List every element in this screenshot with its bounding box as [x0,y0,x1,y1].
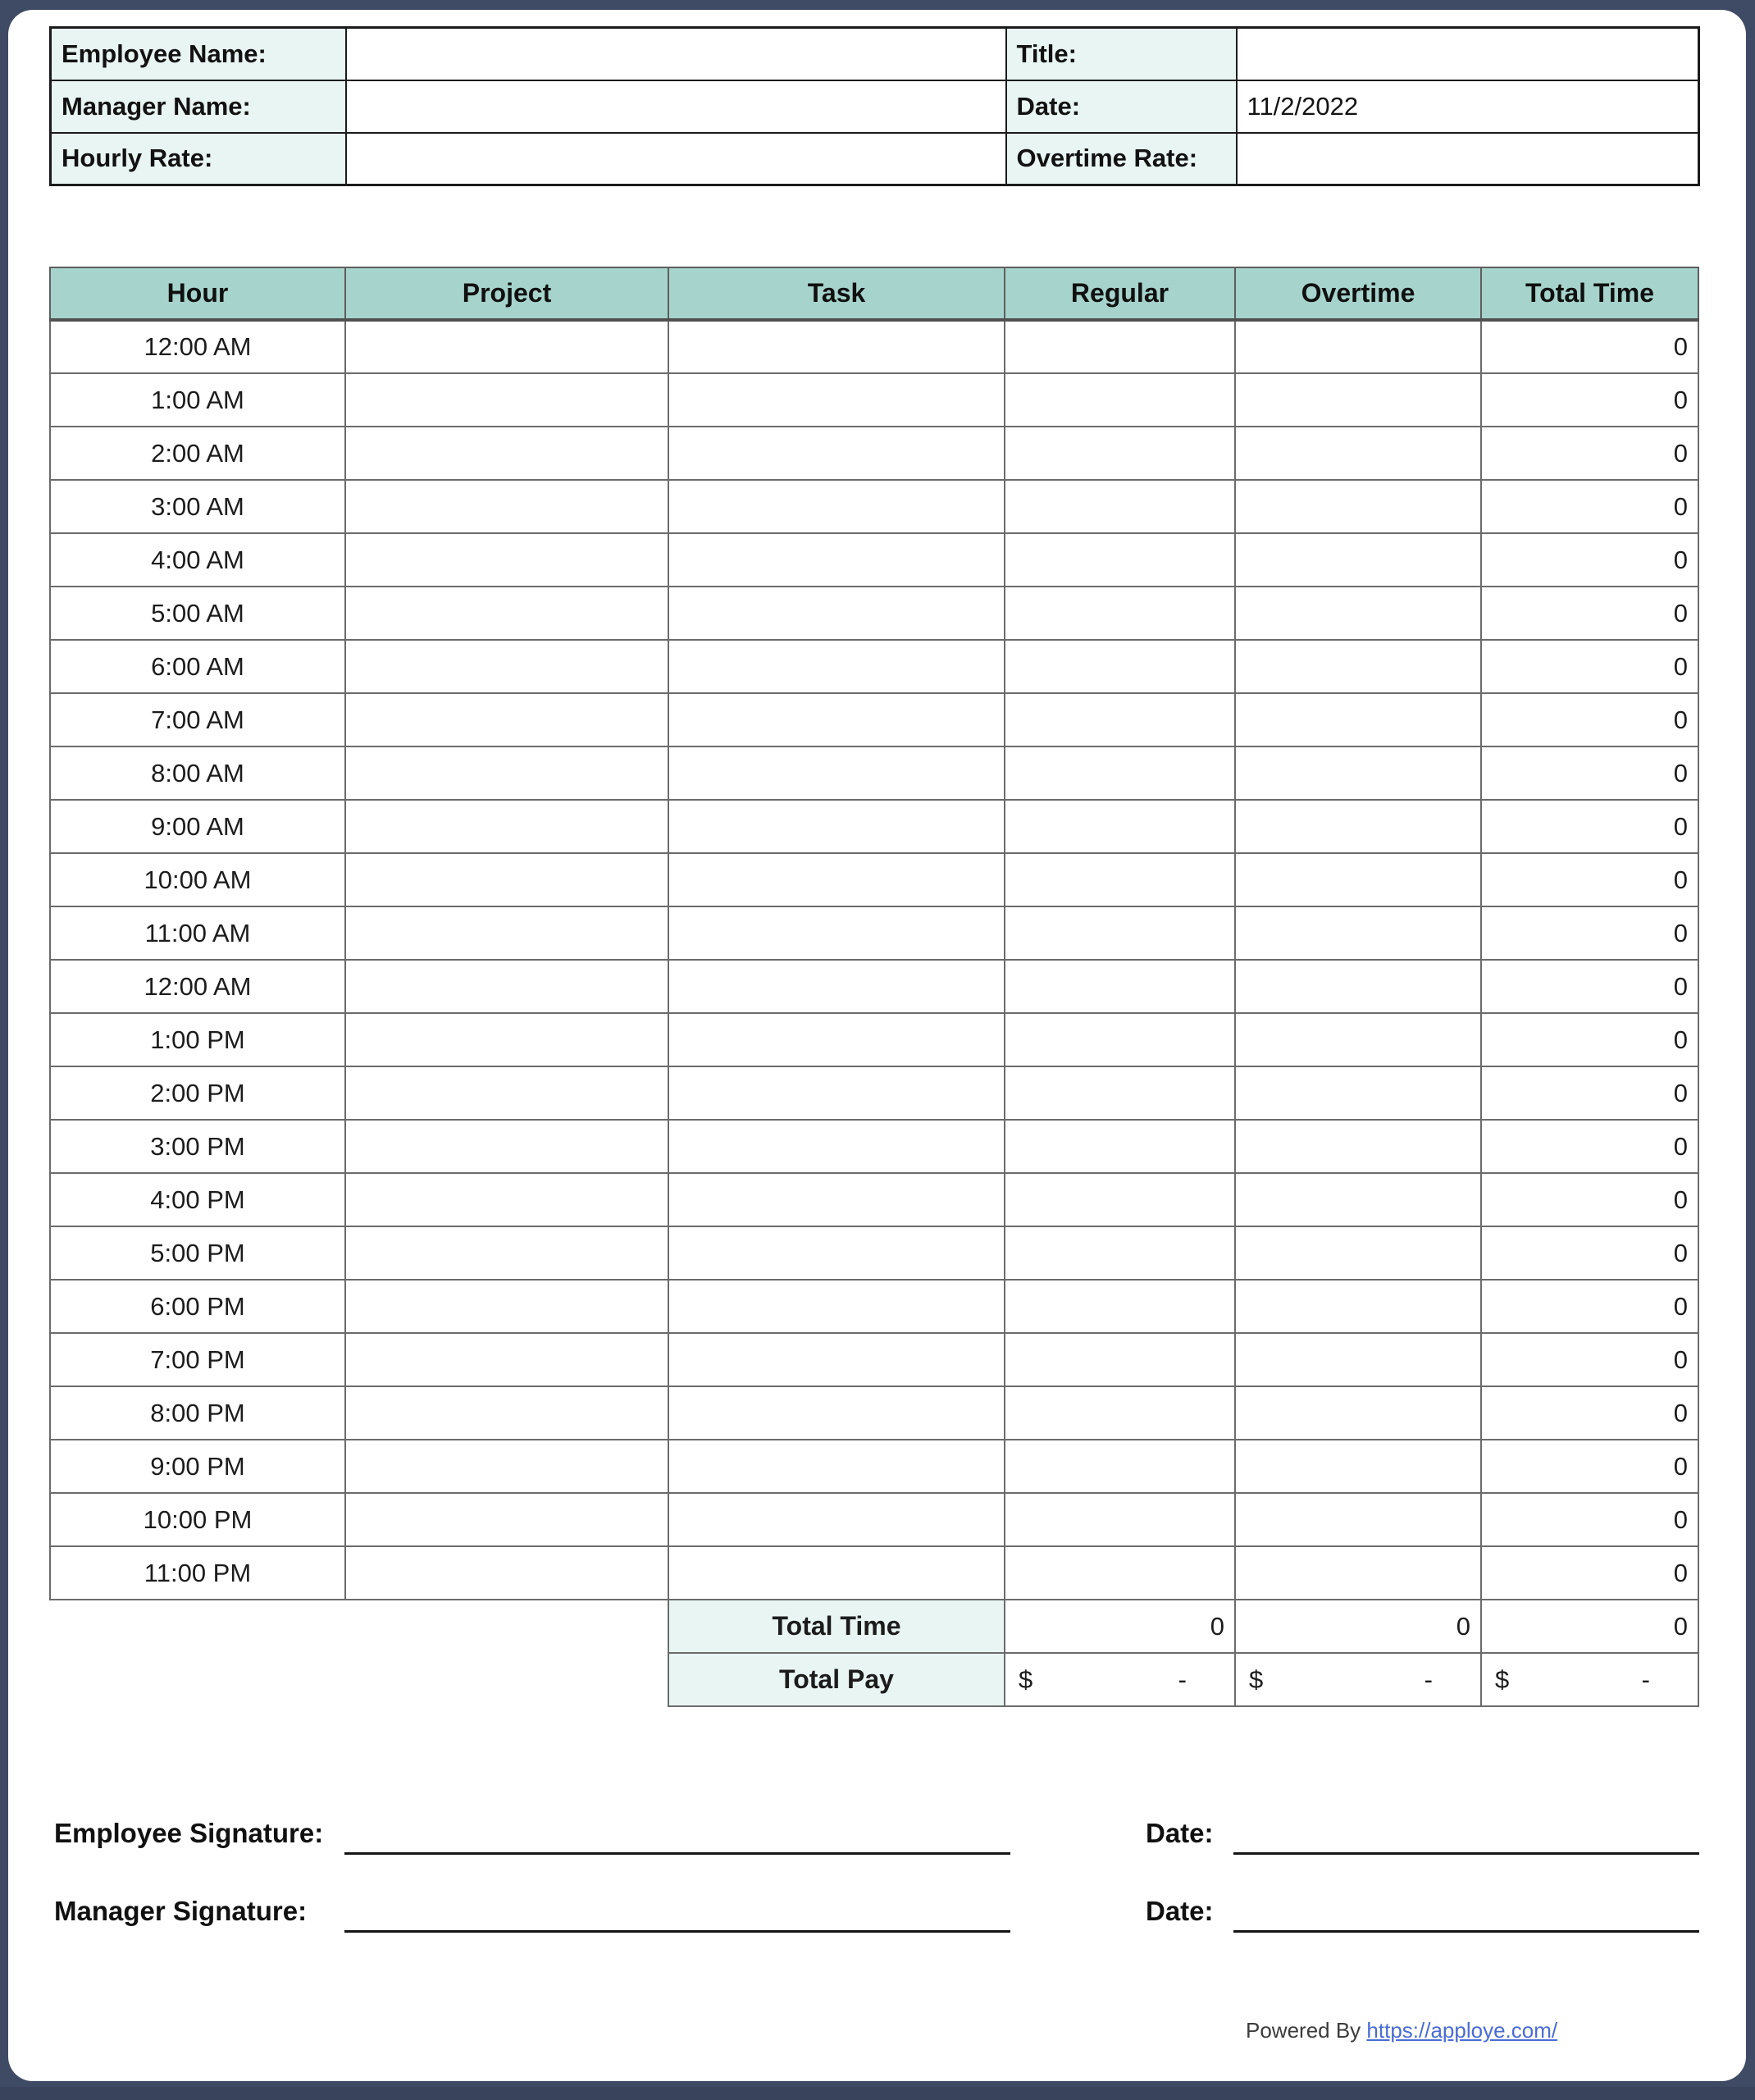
project-cell[interactable] [345,800,668,853]
hour-cell: 2:00 PM [50,1066,345,1120]
footer [1246,2018,1557,2043]
hour-cell: 6:00 PM [50,1280,345,1333]
overtime-cell[interactable] [1235,1013,1481,1066]
task-cell[interactable] [668,1440,1005,1493]
table-row [50,533,1698,587]
total-time-overtime: 0 [1235,1600,1481,1653]
project-cell[interactable] [345,320,668,373]
table-row [50,480,1698,533]
overtime-rate-value[interactable] [1237,133,1699,185]
project-cell[interactable] [345,587,668,640]
task-cell[interactable] [668,1333,1005,1386]
employee-signature-label: Employee Signature: [54,1818,324,1848]
project-cell[interactable] [345,746,668,800]
table-row [50,320,1698,373]
hour-cell: 4:00 AM [50,533,345,587]
table-row [50,1120,1698,1173]
hour-cell: 5:00 PM [50,1226,345,1280]
total-time-cell: 0 [1481,1440,1698,1493]
hour-cell: 12:00 AM [50,960,345,1013]
col-header-task: Task [668,267,1005,320]
totals-blank-spacer [50,1600,668,1653]
overtime-cell[interactable] [1235,1226,1481,1280]
overtime-cell[interactable] [1235,427,1481,480]
project-cell[interactable] [345,1013,668,1066]
info-row-1 [51,28,1699,80]
total-time-row [50,1600,1698,1653]
total-pay-overtime [1235,1653,1481,1706]
hour-cell: 8:00 AM [50,746,345,800]
regular-cell[interactable] [1005,320,1235,373]
employee-date-label: Date: [1146,1818,1214,1848]
overtime-cell[interactable] [1235,746,1481,800]
overtime-cell[interactable] [1235,800,1481,853]
total-time-row-label: Total Time [668,1600,1005,1653]
task-cell[interactable] [668,693,1005,746]
total-time-cell: 0 [1481,1120,1698,1173]
project-cell[interactable] [345,1546,668,1600]
hour-cell: 1:00 AM [50,373,345,427]
total-time-cell: 0 [1481,1333,1698,1386]
project-cell[interactable] [345,906,668,960]
task-cell[interactable] [668,1386,1005,1440]
table-row [50,746,1698,800]
task-cell[interactable] [668,906,1005,960]
project-cell[interactable] [345,1066,668,1120]
hour-cell: 11:00 AM [50,906,345,960]
table-row [50,906,1698,960]
hourly-rate-value[interactable] [346,133,1006,185]
hour-cell: 7:00 PM [50,1333,345,1386]
project-cell[interactable] [345,1173,668,1226]
total-pay-grand-amount: - [1641,1664,1650,1694]
overtime-cell[interactable] [1235,587,1481,640]
total-time-cell: 0 [1481,1280,1698,1333]
regular-cell[interactable] [1005,1546,1235,1600]
timesheet-card [8,10,1746,2081]
total-pay-row [50,1653,1698,1706]
regular-cell[interactable] [1005,1173,1235,1226]
info-row-3 [51,133,1699,185]
overtime-cell[interactable] [1235,1333,1481,1386]
total-time-cell: 0 [1481,1226,1698,1280]
regular-cell[interactable] [1005,1066,1235,1120]
hour-cell: 6:00 AM [50,640,345,693]
project-cell[interactable] [345,853,668,906]
info-row-2 [51,80,1699,133]
regular-cell[interactable] [1005,1333,1235,1386]
total-time-cell: 0 [1481,480,1698,533]
task-cell[interactable] [668,960,1005,1013]
overtime-cell[interactable] [1235,533,1481,587]
regular-cell[interactable] [1005,480,1235,533]
date-value[interactable]: 11/2/2022 [1237,80,1699,133]
task-cell[interactable] [668,427,1005,480]
regular-cell[interactable] [1005,693,1235,746]
regular-cell[interactable] [1005,960,1235,1013]
col-header-total-time: Total Time [1481,267,1698,320]
hour-cell: 8:00 PM [50,1386,345,1440]
total-time-cell: 0 [1481,427,1698,480]
overtime-cell[interactable] [1235,1280,1481,1333]
overtime-cell[interactable] [1235,1493,1481,1546]
date-label: Date: [1006,80,1237,133]
task-cell[interactable] [668,1120,1005,1173]
hour-cell: 3:00 PM [50,1120,345,1173]
hour-cell: 9:00 AM [50,800,345,853]
regular-cell[interactable] [1005,1440,1235,1493]
hour-cell: 10:00 AM [50,853,345,906]
regular-cell[interactable] [1005,1493,1235,1546]
task-cell[interactable] [668,1493,1005,1546]
hour-cell: 4:00 PM [50,1173,345,1226]
table-row [50,853,1698,906]
overtime-cell[interactable] [1235,1173,1481,1226]
hour-cell: 2:00 AM [50,427,345,480]
project-cell[interactable] [345,1386,668,1440]
table-row [50,1173,1698,1226]
project-cell[interactable] [345,427,668,480]
currency-symbol: $ [1019,1664,1033,1694]
project-cell[interactable] [345,533,668,587]
table-row [50,1013,1698,1066]
task-cell[interactable] [668,373,1005,427]
info-table [49,26,1700,186]
hourly-rate-label: Hourly Rate: [51,133,346,185]
table-row [50,1546,1698,1600]
regular-cell[interactable] [1005,906,1235,960]
table-row [50,1493,1698,1546]
regular-cell[interactable] [1005,533,1235,587]
table-row [50,1226,1698,1280]
project-cell[interactable] [345,1226,668,1280]
total-time-cell: 0 [1481,906,1698,960]
regular-cell[interactable] [1005,1280,1235,1333]
hour-cell: 3:00 AM [50,480,345,533]
col-header-project: Project [345,267,668,320]
project-cell[interactable] [345,693,668,746]
employee-name-label: Employee Name: [51,28,346,80]
total-time-cell: 0 [1481,1013,1698,1066]
total-pay-overtime-amount: - [1424,1664,1433,1694]
task-cell[interactable] [668,640,1005,693]
total-time-cell: 0 [1481,587,1698,640]
table-row [50,587,1698,640]
frame-bottom-strip [0,2087,1755,2100]
timesheet-header-row [50,267,1698,320]
overtime-cell[interactable] [1235,1546,1481,1600]
task-cell[interactable] [668,1280,1005,1333]
total-time-cell: 0 [1481,1546,1698,1600]
task-cell[interactable] [668,1173,1005,1226]
col-header-hour: Hour [50,267,345,320]
totals-blank-spacer [50,1653,668,1706]
overtime-cell[interactable] [1235,1120,1481,1173]
task-cell[interactable] [668,320,1005,373]
powered-by-text: Powered By [1246,2018,1361,2043]
project-cell[interactable] [345,1440,668,1493]
currency-symbol: $ [1249,1664,1264,1694]
overtime-cell[interactable] [1235,853,1481,906]
overtime-cell[interactable] [1235,1386,1481,1440]
hour-cell: 5:00 AM [50,587,345,640]
task-cell[interactable] [668,800,1005,853]
employee-signature-line[interactable] [344,1852,1010,1855]
manager-date-line[interactable] [1233,1930,1699,1933]
timesheet-table [49,267,1699,1707]
task-cell[interactable] [668,480,1005,533]
title-label: Title: [1006,28,1237,80]
regular-cell[interactable] [1005,853,1235,906]
task-cell[interactable] [668,1226,1005,1280]
project-cell[interactable] [345,1493,668,1546]
total-time-cell: 0 [1481,320,1698,373]
regular-cell[interactable] [1005,587,1235,640]
table-row [50,960,1698,1013]
overtime-rate-label: Overtime Rate: [1006,133,1237,185]
total-time-cell: 0 [1481,1386,1698,1440]
total-time-cell: 0 [1481,640,1698,693]
overtime-cell[interactable] [1235,1440,1481,1493]
table-row [50,373,1698,427]
regular-cell[interactable] [1005,427,1235,480]
total-time-cell: 0 [1481,1173,1698,1226]
employee-name-value[interactable] [346,28,1006,80]
table-row [50,1386,1698,1440]
table-row [50,1066,1698,1120]
overtime-cell[interactable] [1235,960,1481,1013]
task-cell[interactable] [668,746,1005,800]
manager-signature-line[interactable] [344,1930,1010,1933]
project-cell[interactable] [345,373,668,427]
regular-cell[interactable] [1005,1120,1235,1173]
total-time-cell: 0 [1481,533,1698,587]
manager-name-label: Manager Name: [51,80,346,133]
title-value[interactable] [1237,28,1699,80]
regular-cell[interactable] [1005,373,1235,427]
regular-cell[interactable] [1005,640,1235,693]
table-row [50,640,1698,693]
total-pay-row-label: Total Pay [668,1653,1005,1706]
project-cell[interactable] [345,960,668,1013]
hour-cell: 9:00 PM [50,1440,345,1493]
task-cell[interactable] [668,1546,1005,1600]
table-row [50,1440,1698,1493]
table-row [50,427,1698,480]
table-row [50,800,1698,853]
hour-cell: 12:00 AM [50,320,345,373]
total-pay-regular [1005,1653,1235,1706]
table-row [50,1280,1698,1333]
total-time-regular: 0 [1005,1600,1235,1653]
table-row [50,1333,1698,1386]
overtime-cell[interactable] [1235,906,1481,960]
overtime-cell[interactable] [1235,640,1481,693]
manager-signature-label: Manager Signature: [54,1896,308,1926]
hour-cell: 7:00 AM [50,693,345,746]
task-cell[interactable] [668,1013,1005,1066]
employee-date-line[interactable] [1233,1852,1699,1855]
regular-cell[interactable] [1005,1386,1235,1440]
hour-cell: 1:00 PM [50,1013,345,1066]
total-pay-grand [1481,1653,1698,1706]
overtime-cell[interactable] [1235,1066,1481,1120]
project-cell[interactable] [345,1120,668,1173]
apploye-link[interactable]: https://apploye.com/ [1366,2018,1558,2043]
task-cell[interactable] [668,533,1005,587]
total-time-cell: 0 [1481,853,1698,906]
regular-cell[interactable] [1005,1013,1235,1066]
regular-cell[interactable] [1005,800,1235,853]
overtime-cell[interactable] [1235,480,1481,533]
total-time-cell: 0 [1481,373,1698,427]
col-header-regular: Regular [1005,267,1235,320]
manager-date-label: Date: [1146,1896,1214,1926]
project-cell[interactable] [345,1280,668,1333]
table-row [50,693,1698,746]
task-cell[interactable] [668,853,1005,906]
task-cell[interactable] [668,1066,1005,1120]
total-time-cell: 0 [1481,746,1698,800]
total-time-cell: 0 [1481,960,1698,1013]
total-pay-regular-amount: - [1178,1664,1187,1694]
total-time-cell: 0 [1481,693,1698,746]
project-cell[interactable] [345,480,668,533]
hour-cell: 10:00 PM [50,1493,345,1546]
task-cell[interactable] [668,587,1005,640]
col-header-overtime: Overtime [1235,267,1481,320]
currency-symbol: $ [1495,1664,1510,1694]
manager-name-value[interactable] [346,80,1006,133]
project-cell[interactable] [345,640,668,693]
total-time-cell: 0 [1481,800,1698,853]
overtime-cell[interactable] [1235,320,1481,373]
hour-cell: 11:00 PM [50,1546,345,1600]
total-time-grand: 0 [1481,1600,1698,1653]
total-time-cell: 0 [1481,1066,1698,1120]
regular-cell[interactable] [1005,1226,1235,1280]
total-time-cell: 0 [1481,1493,1698,1546]
timesheet-body [50,320,1698,1600]
overtime-cell[interactable] [1235,693,1481,746]
project-cell[interactable] [345,1333,668,1386]
regular-cell[interactable] [1005,746,1235,800]
overtime-cell[interactable] [1235,373,1481,427]
